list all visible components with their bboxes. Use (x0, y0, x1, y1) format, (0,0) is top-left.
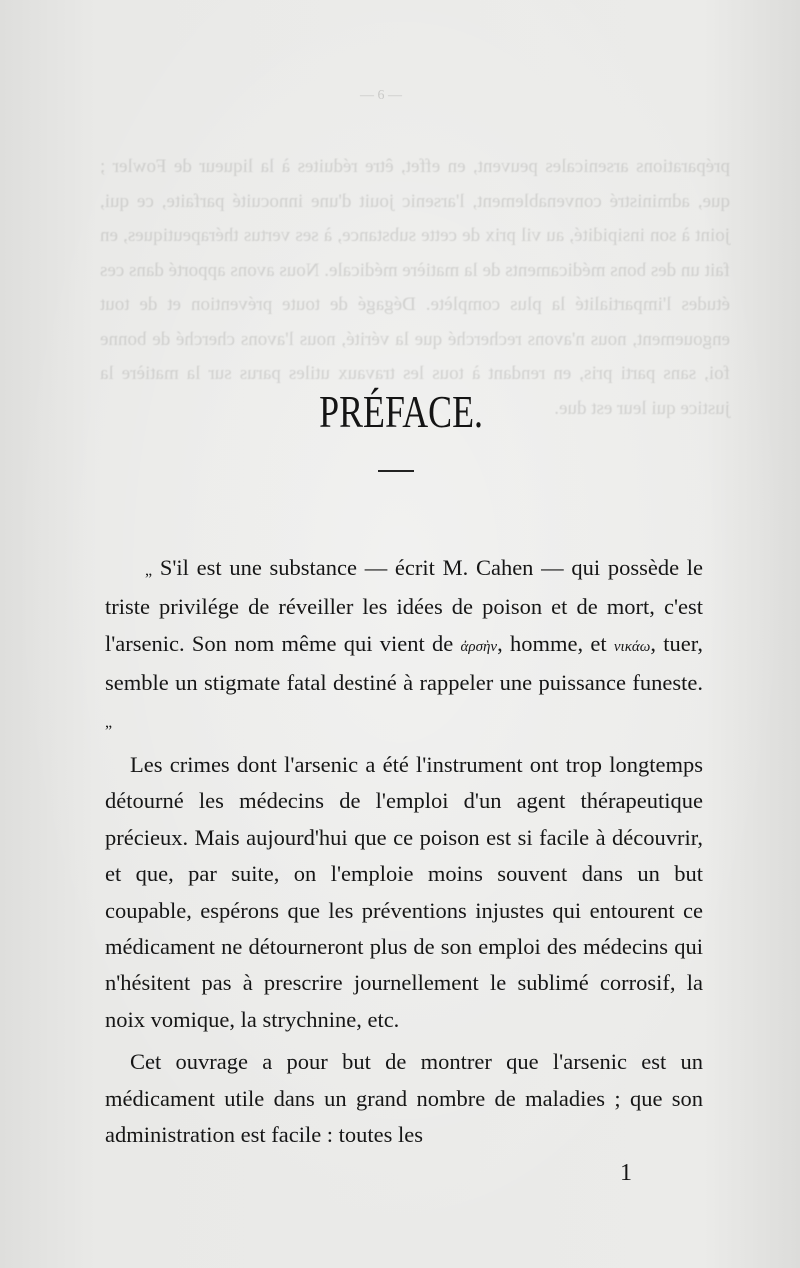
greek-word-nikao: νικάω (613, 638, 651, 655)
page-number: 1 (620, 1160, 632, 1186)
paragraph-1-text-b: , homme, et (497, 630, 614, 656)
bleed-through-folio: — 6 — (360, 88, 402, 103)
close-quote: „ (105, 713, 113, 731)
greek-word-arsen: ἀρσὴν (460, 638, 498, 655)
open-quote: „ (145, 562, 153, 579)
bleed-through-text: préparations arsenicales peuvent, en effet, être réduites à la liqueur de Fowler ; que, administré convenablement, l'arsenic jouit d'une innocuité parfaite, ce qui, joint à son insipidité, au vil prix de cette substance, à ses vertus thérapeutiques, en fait un des bons médicaments de la matière médicale. Nous avons apporté dans ces études l'impartialité la plus complète. Dégagé de toute prévention et de tout engouement, nous n'avons recherché que la vérité, nous l'avons cherché de bonne foi, sans parti pris, en rendant à tous les travaux utiles parus sur la matière la justice qui leur est due. (100, 156, 730, 419)
title-rule-divider (378, 470, 414, 472)
page-title: PRÉFACE. (319, 386, 484, 437)
paragraph-1-text-a: S'il est une substance — écrit M. Cahen — qui possède le triste privilége de réveiller les idées de poison et de mort, c'est l'arsenic. Son nom même qui vient de (105, 555, 704, 656)
paragraph-2: Les crimes dont l'arsenic a été l'instrument ont trop longtemps détourné les médecins de l'emploi d'un agent thérapeutique précieux. Mais aujourd'hui que ce poison est si facile à découvrir, et que, par suite, on l'emploie moins souvent dans un but coupable, espérons que les préventions injustes qui entourent ce médicament ne détourneront plus de son emploi des médecins qui n'hésitent pas à prescrire journellement le sublimé corrosif, la noix vomique, la strychnine, etc. (105, 752, 703, 1032)
body-text (105, 550, 703, 1160)
paragraph-3: Cet ouvrage a pour but de montrer que l'arsenic est un médicament utile dans un grand nombre de maladies ; que son administration est facile : toutes les (105, 1049, 703, 1148)
paragraph-1-text-c: , tuer, semble un stigmate fatal destiné à rappeler une puissance funeste. (105, 630, 703, 696)
paragraph-1 (105, 550, 703, 741)
